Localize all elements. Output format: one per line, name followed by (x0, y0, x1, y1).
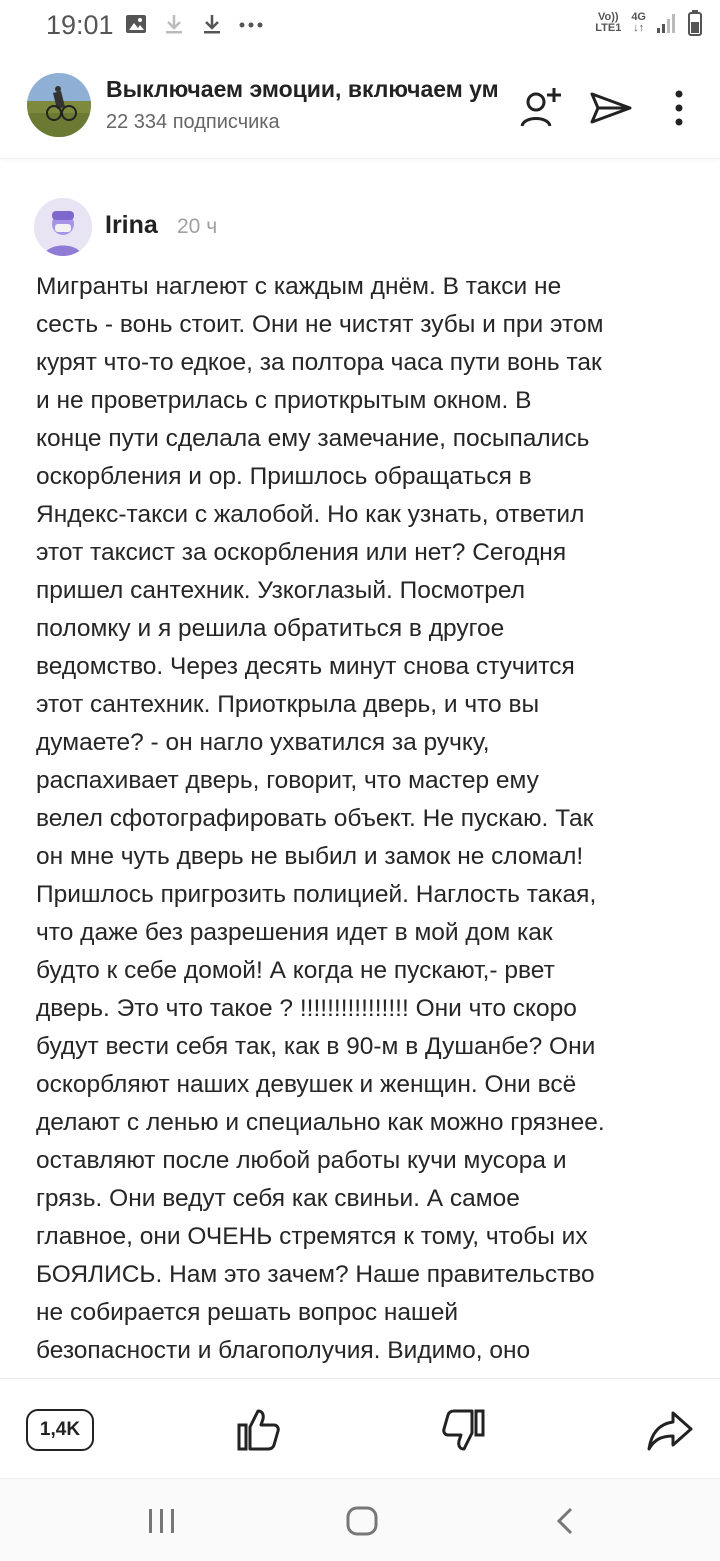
menu-button[interactable] (651, 80, 707, 136)
comment-text: Мигранты наглеют с каждым днём. В такси не сесть - вонь стоит. Они не чистят зубы и при этом курят что-то едкое, за полтора часа пути вонь так и не проветрилась с приоткрытым окном. В конце пути сделала ему замечание, посыпались оскорбления и ор. Пришлось обращаться в Яндекс-такси с жалобой. Но как узнать, ответил этот таксист за оскорбления или нет? Сегодня пришел сантехник. Узкоглазый. Посмотрел поломку и я решила обратиться в другое ведомство. Через десять минут снова стучится этот сантехник. Приоткрыла дверь, и что вы думаете? - он нагло ухватился за ручку, распахивает дверь, говорит, что мастер ему велел сфотографировать объект. Не пускаю. Так он мне чуть дверь не выбил и замок не сломал! Пришлось пригрозить полицией. Наглость такая, что даже без разрешения идет в мой дом как будто к себе домой! А когда не пускают,- рвет дверь. Это что такое ? !!!!!!!!!!!!!!!! Они что скоро будут вести себя так, как в 90-м в Душанбе? Они оскорбляют наших девушек и женщин. Они всё делают с ленью и специально как можно грязнее. оставляют после любой работы кучи мусора и грязь. Они ведут себя как свиньи. А самое главное, они ОЧЕНЬ стремятся к тому, чтобы их БОЯЛИСЬ. Нам это зачем? Наше правительство не собирается решать вопрос нашей безопасности и благополучия. Видимо, оно (36, 273, 605, 1364)
status-time: 19:01 (46, 10, 114, 40)
status-bar (0, 0, 720, 52)
action-bar (0, 1378, 720, 1479)
thumb-up-icon[interactable] (234, 1405, 284, 1455)
share-channel-button[interactable] (583, 80, 639, 136)
recent-apps-button[interactable] (137, 1499, 187, 1543)
home-button[interactable] (337, 1499, 387, 1543)
kebab-menu-icon (673, 88, 685, 128)
post-time: 20 ч (177, 215, 218, 238)
recent-apps-icon (147, 1507, 177, 1535)
author-name[interactable]: Irina (105, 211, 158, 239)
channel-title[interactable]: Выключаем эмоции, включаем ум (106, 76, 499, 102)
system-nav-bar (0, 1478, 720, 1561)
comments-count-button[interactable]: 1,4K (26, 1409, 94, 1451)
subscriber-count: 22 334 подписчика (106, 111, 280, 133)
download-icon (162, 12, 186, 36)
volte-indicator: Vo)) LTE1 (595, 11, 622, 34)
battery-icon (688, 10, 702, 36)
share-arrow-icon[interactable] (645, 1405, 695, 1455)
download-icon (200, 12, 224, 36)
back-button[interactable] (540, 1499, 590, 1543)
network-4g-indicator: 4G ↓↑ (631, 11, 646, 34)
channel-avatar[interactable] (27, 73, 91, 137)
notification-icons (124, 12, 264, 36)
thumb-down-icon[interactable] (438, 1405, 488, 1455)
add-person-icon (516, 84, 564, 132)
signal-icon (656, 12, 678, 34)
back-icon (554, 1506, 576, 1536)
system-icons (595, 10, 702, 36)
author-avatar[interactable] (34, 198, 92, 256)
home-icon (346, 1506, 378, 1536)
gallery-icon (124, 12, 148, 36)
send-icon (588, 88, 634, 128)
more-dots-icon (238, 12, 264, 36)
channel-header (0, 58, 720, 159)
subscribe-button[interactable] (512, 80, 568, 136)
